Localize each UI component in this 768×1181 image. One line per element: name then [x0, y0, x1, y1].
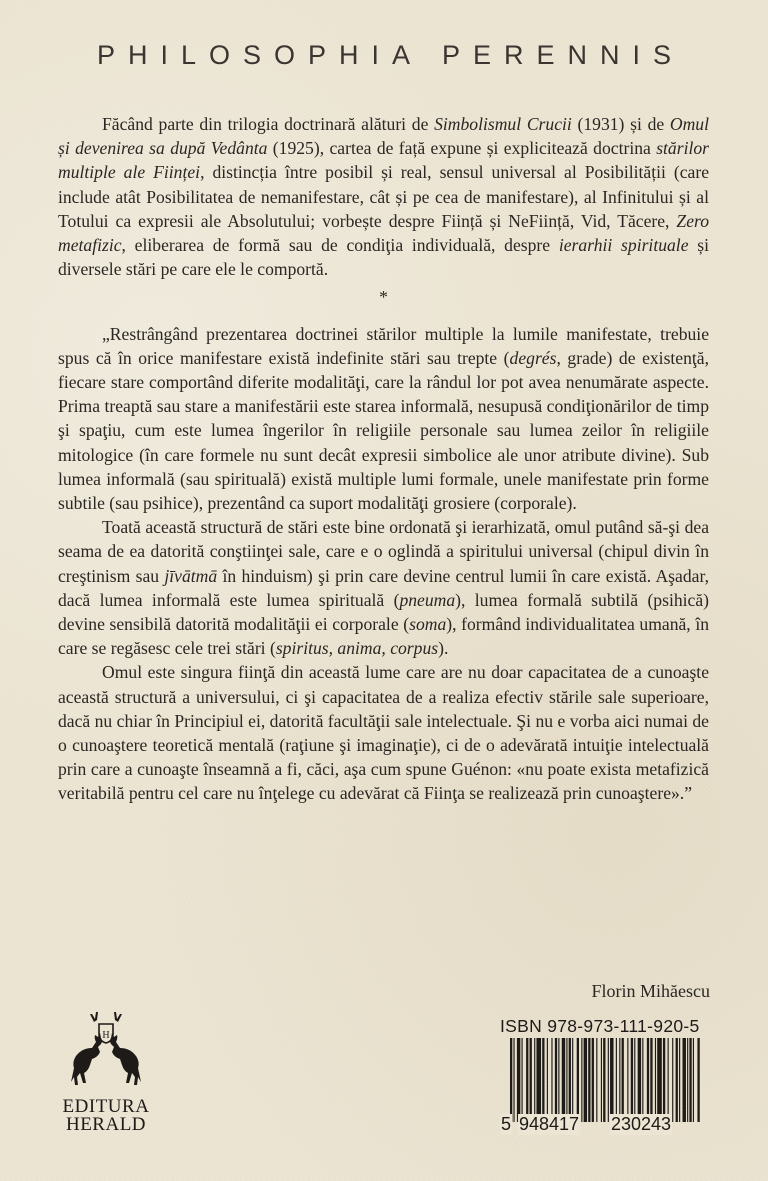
barcode-bar: [588, 1038, 590, 1122]
barcode-bar: [689, 1038, 691, 1122]
deer-emblem-icon: [61, 1010, 151, 1090]
barcode-bar: [619, 1038, 620, 1122]
barcode-bar: [534, 1038, 535, 1122]
barcode-bar: [608, 1038, 609, 1122]
barcode-bar: [577, 1038, 579, 1122]
barcode-digit-first: 5: [501, 1114, 512, 1134]
barcode-bar: [697, 1038, 699, 1122]
barcode-bar: [517, 1038, 520, 1122]
barcode-bar: [558, 1038, 559, 1122]
barcode-bar: [513, 1038, 514, 1122]
barcode-bar: [584, 1038, 587, 1122]
barcode-digit-group-1: 948417: [519, 1114, 580, 1134]
barcode-bar: [642, 1038, 643, 1122]
isbn-label: ISBN 978-973-111-920-5: [500, 1016, 700, 1036]
barcode-bar: [668, 1038, 669, 1122]
barcode-bar: [510, 1038, 512, 1122]
barcode-bar: [603, 1038, 605, 1122]
quote-paragraph-2: Toată această structură de stări este bine ordonată şi ierarhizată, omul putând să-şi dea seama de ea datorită conştiinţei sale, care e o oglindă a spiritului universal (chipul divin în creştinism sau jīvātmā în hinduism) şi prin care devine centrul lumii în care există. Aşadar, dacă lumea informală este lumea spirituală (pneuma), lumea formală subtilă (psihică) devine sensibilă datorită modalităţii ei corporale (soma), formând individualitatea umană, în care se regăsesc cele trei stări (spiritus, anima, corpus).: [58, 517, 710, 659]
barcode-bar: [622, 1038, 624, 1122]
barcode-bar: [610, 1038, 613, 1122]
emblem-letter: H: [102, 1030, 110, 1041]
barcode-bar: [627, 1038, 628, 1122]
publisher-name: [58, 1098, 154, 1134]
barcode-bar: [581, 1038, 582, 1122]
publisher-line-2: HERALD: [65, 1114, 147, 1135]
barcode-bar: [562, 1038, 565, 1122]
barcode-bar: [536, 1038, 541, 1122]
barcode-digits: [500, 1114, 710, 1138]
barcode-bar: [555, 1038, 557, 1122]
barcode-bar: [650, 1038, 652, 1122]
barcode-bar: [616, 1038, 617, 1122]
barcode-bar: [638, 1038, 641, 1122]
barcode-bar: [655, 1038, 656, 1122]
barcode-bar: [631, 1038, 633, 1122]
barcode-bar: [530, 1038, 532, 1122]
quote-paragraph-3: Omul este singura fiinţă din această lume care are nu doar capacitatea de a cunoaşte această structură a universului, ci şi capacitatea de a realiza efectiv stările sale superioare, dacă nu chiar în Principiul ei, datorită facultăţii sale intelectuale. Şi nu e vorba aici numai de o cunoaştere teoretică mentală (raţiune şi imaginaţie), ci de o adevărată intuiţie intelectuală prin care a cunoaşte înseamnă a fi, căci, aşa cum spune Guénon: «nu poate exista metafizică veritabilă pentru cel care nu înţelege cu adevărat că Fiinţa se realizează prin cunoaştere».”: [58, 662, 709, 804]
barcode-bar: [569, 1038, 571, 1122]
barcode-bar: [592, 1038, 594, 1122]
barcode-bar: [601, 1038, 602, 1122]
quote-paragraph-1: „Restrângând prezentarea doctrinei stărilor multiple la lumile manifestate, trebuie spus că în orice manifestare există indefinite stări sau trepte (degrés, grade) de existenţă, fiecare stare comportând diferite modalităţi, care la rândul lor pot avea nenumărate aspecte. Prima treaptă sau stare a manifestării este starea informală, nesupusă condiţionărilor de timp şi spaţiu, cum este lumea îngerilor în religiile personale sau lumea zeilor în religiile mitologice (în care formele nu sunt decât expresii simbolice ale unor atribute divine). Sub lumea informală (sau spirituală) există multiple lumi formale, unele manifestate prin forme subtile (sau psihice), prezentând ca suport modalităţi grosiere (corporale).: [58, 323, 710, 514]
barcode-bar: [676, 1038, 678, 1122]
barcode-bar: [526, 1038, 528, 1122]
barcode-bar: [657, 1038, 662, 1122]
barcode-bar: [634, 1038, 635, 1122]
barcode-bar: [679, 1038, 680, 1122]
publisher-logo: [58, 1010, 154, 1134]
publisher-line-1: EDITURA: [62, 1096, 150, 1117]
barcode-bar: [663, 1038, 665, 1122]
barcode-bar: [687, 1038, 688, 1122]
barcode-bar: [672, 1038, 673, 1122]
barcode-bar: [522, 1038, 523, 1122]
barcode-bar: [693, 1038, 694, 1122]
signature: Florin Mihăescu: [591, 981, 710, 1001]
back-cover-text: [58, 112, 709, 806]
barcode-bar: [596, 1038, 597, 1122]
barcode-digit-group-2: 230243: [611, 1114, 672, 1134]
barcode-bar: [566, 1038, 567, 1122]
barcode-bar: [551, 1038, 552, 1122]
barcode-bar: [647, 1038, 649, 1122]
barcode-bar: [542, 1038, 544, 1122]
description-paragraph: Făcând parte din trilogia doctrinară alături de Simbolismul Crucii (1931) și de Omul și devenirea sa după Vedânta (1925), cartea de față expune și explicitează doctrina stărilor multiple ale Ființei, distincția între posibil și real, sensul universal al Posibilității (care include atât Posibilitatea de nemanifestare, cât și pe cea de manifestare), al Infinitului și al Totului ca expresii ale Absolutului; vorbește despre Ființă și NeFiință, Vid, Tăcere, Zero metafizic, eliberarea de formă sau de condiţia individuală, despre ierarhii spirituale și diversele stări pe care ele le comportă.: [58, 114, 710, 280]
barcode-bar: [547, 1038, 548, 1122]
series-title: PHILOSOPHIA PERENNIS: [96, 40, 685, 70]
barcode-bar: [572, 1038, 573, 1122]
separator-asterisk: *: [379, 287, 388, 308]
barcode-bar: [683, 1038, 686, 1122]
